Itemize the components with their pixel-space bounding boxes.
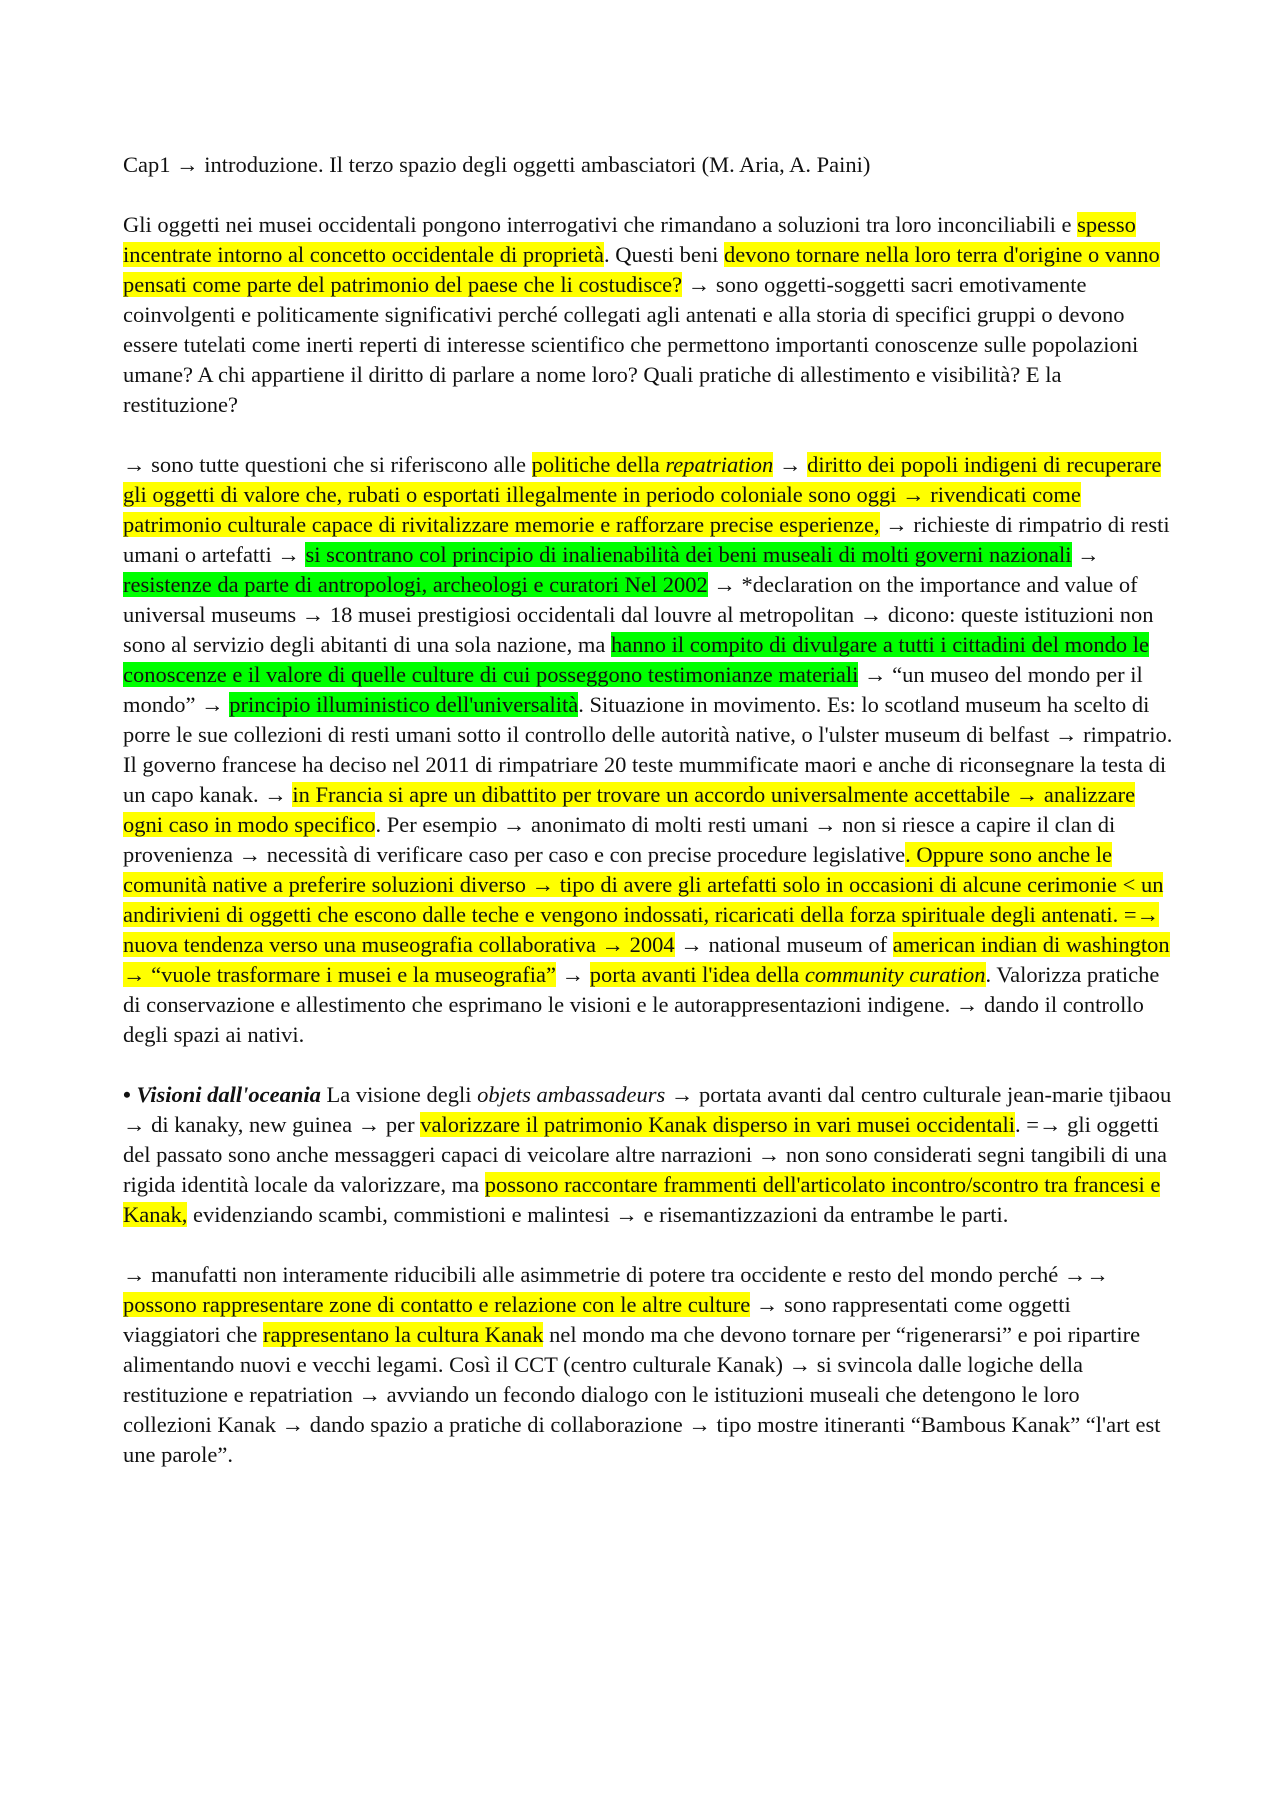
text-segment: → sono tutte questioni che si riferiscono alle [123, 452, 532, 477]
text-segment: evidenziando scambi, commistioni e malintesi → e risemantizzazioni da entrambe le parti. [187, 1202, 1009, 1227]
text-segment: . Questi beni [604, 242, 725, 267]
yellow-highlight: possono rappresentare zone di contatto e relazione con le altre culture [123, 1292, 751, 1317]
yellow-highlight: american indian di washington → “vuole trasformare i musei e la museografia” [123, 932, 1170, 987]
paragraph-repatriation [123, 450, 1173, 1050]
text-segment: → sono oggetti-soggetti sacri emotivamente coinvolgenti e politicamente significativi perché collegati agli antenati e alla storia di specifici gruppi o devono essere tutelati come inerti reperti di interesse scientifico che permettono importanti conoscenze sulle popolazioni umane? A chi appartiene il diritto di parlare a nome loro? Quali pratiche di allestimento e visibilità? E la restituzione? [123, 272, 1139, 417]
bullet-icon: • [123, 1082, 137, 1107]
text-segment: → [773, 452, 808, 477]
text-segment: Cap1 → introduzione. Il terzo spazio degli oggetti ambasciatori (M. Aria, A. Paini) [123, 152, 871, 177]
section-title: Visioni dall'oceania [136, 1082, 321, 1107]
yellow-highlight: porta avanti l'idea della [589, 962, 805, 987]
yellow-highlight: diritto dei popoli indigeni di recuperare gli oggetti di valore che, rubati o esportati illegalmente in periodo coloniale sono oggi → rivendicati come patrimonio culturale capace di rivitalizzare memorie e rafforzare precise esperienze, [123, 452, 1162, 537]
document-page [123, 150, 1173, 1500]
yellow-highlight: repatriation [665, 452, 774, 477]
text-segment: → “un museo del mondo per il mondo” → [123, 662, 1143, 717]
yellow-highlight: politiche della [531, 452, 666, 477]
yellow-highlight: rappresentano la cultura Kanak [262, 1322, 544, 1347]
text-segment: → [1071, 542, 1100, 567]
yellow-highlight: . Oppure sono anche le comunità native a preferire soluzioni diverso → tipo di avere gli artefatti solo in occasioni di alcune cerimonie < un andirivieni di oggetti che escono dalle teche e vengono indossati, ricaricati della forza spirituale degli antenati. =→ nuova tendenza verso una museografia collaborativa → 2004 [123, 842, 1164, 957]
paragraph-oceania [123, 1080, 1173, 1230]
text-segment: . =→ gli oggetti del passato sono anche messaggeri capaci di veicolare altre narrazioni → non sono considerati segni tangibili di una rigida identità locale da valorizzare, ma [123, 1112, 1168, 1197]
yellow-highlight: possono raccontare frammenti dell'articolato incontro/scontro tra francesi e Kanak, [123, 1172, 1161, 1227]
chapter-heading [123, 150, 1173, 180]
text-segment: → national museum of [674, 932, 893, 957]
text-segment: La visione degli [320, 1082, 478, 1107]
green-highlight: si scontrano col principio di inalienabilità dei beni museali di molti governi nazionali [305, 542, 1072, 567]
text-segment: → manufatti non interamente riducibili alle asimmetrie di potere tra occidente e resto del mondo perché →→ [123, 1262, 1109, 1287]
text-segment: → *declaration on the importance and value of universal museums → 18 musei prestigiosi occidentali dal louvre al metropolitan → dicono: queste istituzioni non sono al servizio degli abitanti di una sola nazione, ma [123, 572, 1154, 657]
text-segment: → richieste di rimpatrio di resti umani o artefatti → [123, 512, 1170, 567]
text-segment: → sono rappresentati come oggetti viaggiatori che [123, 1292, 1071, 1347]
yellow-highlight: in Francia si apre un dibattito per trovare un accordo universalmente accettabile → analizzare ogni caso in modo specifico [123, 782, 1136, 837]
text-segment: → portata avanti dal centro culturale jean-marie tjibaou → di kanaky, new guinea → per [123, 1082, 1172, 1137]
yellow-highlight: spesso incentrate intorno al concetto occidentale di proprietà [123, 212, 1136, 267]
yellow-highlight: devono tornare nella loro terra d'origine o vanno pensati come parte del patrimonio del paese che li costudisce? [123, 242, 1160, 297]
text-segment: objets ambassadeurs [477, 1082, 666, 1107]
green-highlight: hanno il compito di divulgare a tutti i cittadini del mondo le conoscenze e il valore di quelle culture di cui posseggono testimonianze materiali [123, 632, 1150, 687]
text-segment: nel mondo ma che devono tornare per “rigenerarsi” e poi ripartire alimentando nuovi e vecchi legami. Così il CCT (centro culturale Kanak) → si svincola dalle logiche della restituzione e repatriation → avviando un fecondo dialogo con le istituzioni museali che detengono le loro collezioni Kanak → dando spazio a pratiche di collaborazione → tipo mostre itineranti “Bambous Kanak” “l'art est une parole”. [123, 1322, 1161, 1467]
text-segment: → [555, 962, 590, 987]
green-highlight: resistenze da parte di antropologi, archeologi e curatori Nel 2002 [123, 572, 708, 597]
text-segment: . Valorizza pratiche di conservazione e allestimento che esprimano le visioni e le autorappresentazioni indigene. → dando il controllo degli spazi ai nativi. [123, 962, 1160, 1047]
text-segment: Gli oggetti nei musei occidentali pongono interrogativi che rimandano a soluzioni tra loro inconciliabili e [123, 212, 1078, 237]
paragraph-manufatti [123, 1260, 1173, 1470]
paragraph-intro [123, 210, 1173, 420]
green-highlight: principio illuministico dell'universalità [229, 692, 579, 717]
text-segment: . Situazione in movimento. Es: lo scotland museum ha scelto di porre le sue collezioni di resti umani sotto il controllo delle autorità native, o l'ulster museum di belfast → rimpatrio. Il governo francese ha deciso nel 2011 di rimpatriare 20 teste mummificate maori e anche di riconsegnare la testa di un capo kanak. → [123, 692, 1173, 807]
yellow-highlight: community curation [804, 962, 986, 987]
yellow-highlight: valorizzare il patrimonio Kanak disperso in vari musei occidentali [420, 1112, 1016, 1137]
text-segment: . Per esempio → anonimato di molti resti umani → non si riesce a capire il clan di provenienza → necessità di verificare caso per caso e con precise procedure legislative [123, 812, 1116, 867]
